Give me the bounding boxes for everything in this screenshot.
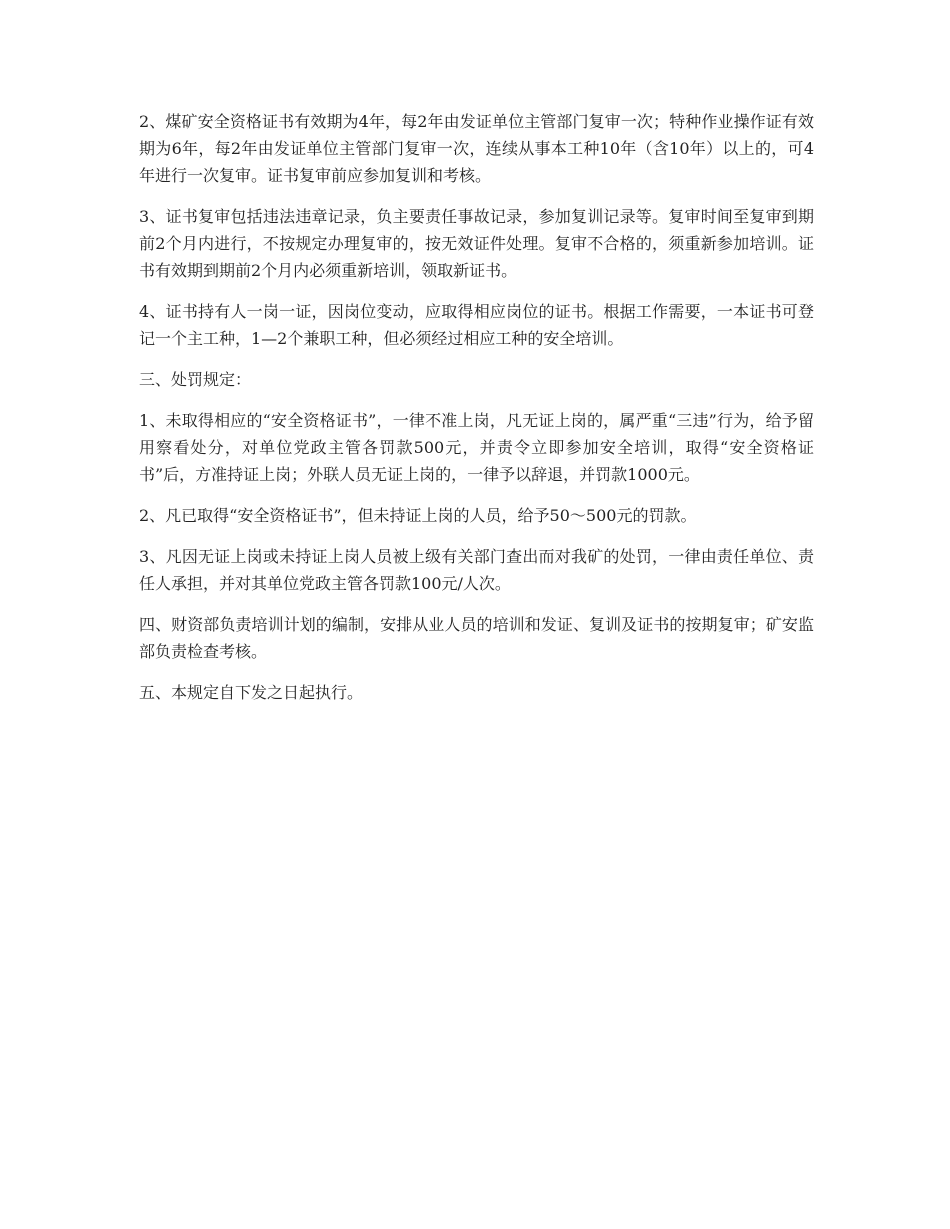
document-body [139,108,814,720]
section-heading-penalties: 三、处罚规定： [139,370,252,389]
paragraph-one-post-one-certificate: 4、证书持有人一岗一证，因岗位变动，应取得相应岗位的证书。根据工作需要，一本证书可登记一个主工种，1—2个兼职工种，但必须经过相应工种的安全培训。 [139,302,814,348]
paragraph-penalty-external-inspection: 3、凡因无证上岗或未持证上岗人员被上级有关部门查出而对我矿的处罚，一律由责任单位、责任人承担，并对其单位党政主管各罚款100元/人次。 [139,547,814,593]
paragraph-certificate-validity: 2、煤矿安全资格证书有效期为4年，每2年由发证单位主管部门复审一次；特种作业操作证有效期为6年，每2年由发证单位主管部门复审一次，连续从事本工种10年（含10年）以上的，可4年进行一次复审。证书复审前应参加复训和考核。 [139,112,814,185]
paragraph-penalty-no-certificate: 1、未取得相应的“安全资格证书”，一律不准上岗，凡无证上岗的，属严重“三违”行为，给予留用察看处分，对单位党政主管各罚款500元，并责令立即参加安全培训，取得“安全资格证书”后，方准持证上岗；外联人员无证上岗的，一律予以辞退，并罚款1000元。 [139,411,814,484]
paragraph-responsibility: 四、财资部负责培训计划的编制，安排从业人员的培训和发证、复训及证书的按期复审；矿安监部负责检查考核。 [139,615,814,661]
paragraph-penalty-not-carrying: 2、凡已取得“安全资格证书”，但未持证上岗的人员，给予50～500元的罚款。 [139,506,697,525]
paragraph-effective-date: 五、本规定自下发之日起执行。 [139,683,364,702]
paragraph-certificate-review: 3、证书复审包括违法违章记录，负主要责任事故记录，参加复训记录等。复审时间至复审到期前2个月内进行，不按规定办理复审的，按无效证件处理。复审不合格的，须重新参加培训。证书有效期到期前2个月内必须重新培训，领取新证书。 [139,207,814,280]
